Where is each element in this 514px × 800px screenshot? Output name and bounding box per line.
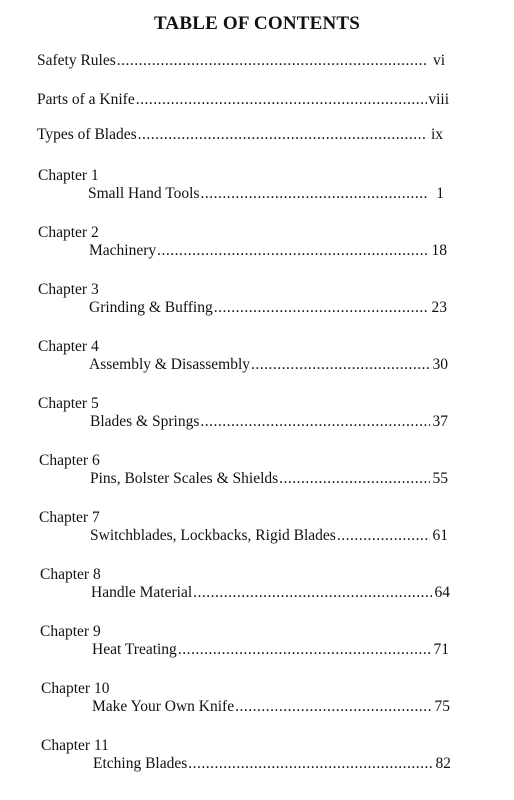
toc-entry-chapter-9[interactable] bbox=[92, 641, 449, 659]
toc-entry-label: Assembly & Disassembly bbox=[89, 356, 251, 373]
chapter-label: Chapter 9 bbox=[40, 623, 101, 640]
chapter-label: Chapter 10 bbox=[41, 680, 110, 697]
toc-entry-page: 61 bbox=[432, 527, 448, 544]
toc-entry-page: 55 bbox=[432, 470, 448, 487]
toc-entry-chapter-10[interactable] bbox=[92, 698, 450, 716]
toc-entry-label: Types of Blades bbox=[37, 126, 137, 143]
toc-entry-label: Grinding & Buffing bbox=[89, 299, 213, 316]
toc-entry-label: Switchblades, Lockbacks, Rigid Blades bbox=[90, 527, 336, 544]
chapter-label: Chapter 3 bbox=[38, 281, 99, 298]
toc-entry-types-of-blades[interactable] bbox=[37, 126, 443, 144]
toc-entry-label: Pins, Bolster Scales & Shields bbox=[90, 470, 279, 487]
toc-entry-page: 30 bbox=[432, 356, 448, 373]
toc-entry-chapter-5[interactable] bbox=[90, 413, 448, 431]
toc-entry-label: Machinery bbox=[89, 242, 157, 259]
toc-entry-page: 37 bbox=[432, 413, 448, 430]
toc-entry-label: Safety Rules bbox=[37, 52, 116, 69]
toc-entry-page: 23 bbox=[431, 299, 447, 316]
toc-entry-page: ix bbox=[430, 126, 443, 143]
dot-leader bbox=[188, 755, 432, 773]
toc-entry-page: 71 bbox=[433, 641, 449, 658]
toc-entry-label: Blades & Springs bbox=[90, 413, 200, 430]
chapter-label: Chapter 8 bbox=[40, 566, 101, 583]
toc-entry-chapter-11[interactable] bbox=[93, 755, 451, 773]
dot-leader bbox=[279, 470, 429, 488]
toc-entry-chapter-8[interactable] bbox=[91, 584, 450, 602]
toc-entry-page: 18 bbox=[431, 242, 447, 259]
chapter-label: Chapter 4 bbox=[38, 338, 99, 355]
toc-entry-chapter-4[interactable] bbox=[89, 356, 448, 374]
toc-entry-parts-of-a-knife[interactable] bbox=[37, 91, 449, 109]
chapter-label: Chapter 7 bbox=[39, 509, 100, 526]
toc-entry-label: Make Your Own Knife bbox=[92, 698, 235, 715]
toc-entry-label: Parts of a Knife bbox=[37, 91, 135, 108]
page-title: TABLE OF CONTENTS bbox=[153, 13, 361, 34]
toc-entry-page: 82 bbox=[435, 755, 451, 772]
dot-leader bbox=[136, 91, 428, 109]
toc-entry-page: 1 bbox=[436, 185, 444, 202]
toc-entry-label: Etching Blades bbox=[93, 755, 188, 772]
toc-entry-page: 64 bbox=[434, 584, 450, 601]
toc-entry-label: Heat Treating bbox=[92, 641, 177, 658]
dot-leader bbox=[200, 185, 427, 203]
chapter-label: Chapter 2 bbox=[38, 224, 99, 241]
dot-leader bbox=[178, 641, 431, 659]
chapter-label: Chapter 11 bbox=[41, 737, 109, 754]
toc-entry-page: 75 bbox=[434, 698, 450, 715]
toc-entry-chapter-3[interactable] bbox=[89, 299, 447, 317]
dot-leader bbox=[337, 527, 430, 545]
toc-entry-page: viii bbox=[428, 91, 449, 108]
toc-entry-safety-rules[interactable] bbox=[37, 52, 445, 70]
toc-entry-page: vi bbox=[432, 52, 445, 69]
dot-leader bbox=[214, 299, 429, 317]
toc-entry-label: Small Hand Tools bbox=[88, 185, 200, 202]
dot-leader bbox=[200, 413, 429, 431]
dot-leader bbox=[157, 242, 428, 260]
toc-entry-chapter-7[interactable] bbox=[90, 527, 448, 545]
chapter-label: Chapter 6 bbox=[39, 452, 100, 469]
toc-entry-chapter-1[interactable] bbox=[88, 185, 444, 203]
dot-leader bbox=[193, 584, 431, 602]
toc-entry-label: Handle Material bbox=[91, 584, 193, 601]
chapter-label: Chapter 5 bbox=[38, 395, 99, 412]
dot-leader bbox=[138, 126, 426, 144]
toc-entry-chapter-6[interactable] bbox=[90, 470, 448, 488]
chapter-label: Chapter 1 bbox=[38, 167, 99, 184]
dot-leader bbox=[251, 356, 429, 374]
dot-leader bbox=[235, 698, 431, 716]
toc-entry-chapter-2[interactable] bbox=[89, 242, 447, 260]
dot-leader bbox=[117, 52, 428, 70]
